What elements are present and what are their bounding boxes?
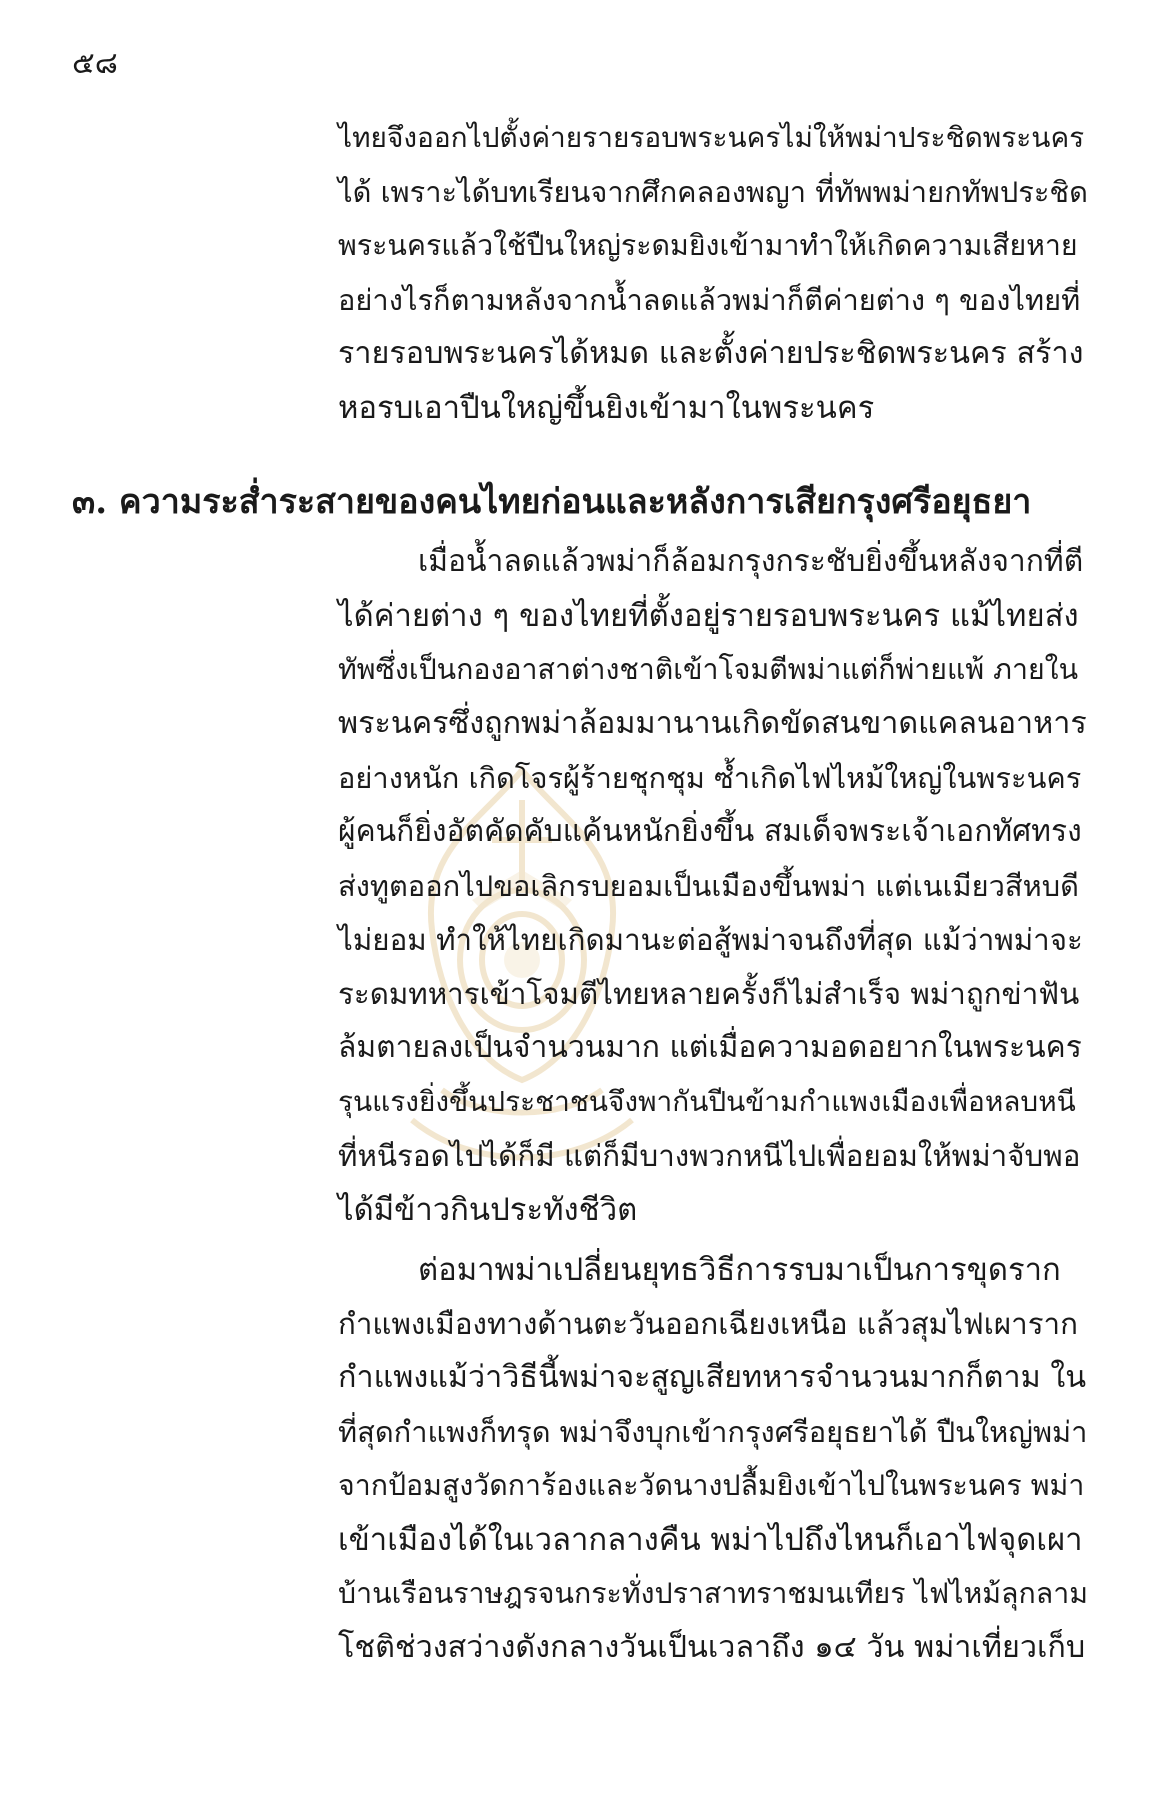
- text-line: ที่หนีรอดไปได้ก็มี แต่ก็มีบางพวกหนีไปเพื่อยอมให้พม่าจับพอ: [338, 1139, 1081, 1173]
- text-line: ทัพซึ่งเป็นกองอาสาต่างชาติเข้าโจมตีพม่าแต่ก็พ่ายแพ้ ภายใน: [338, 653, 1079, 686]
- text-line: ต่อมาพม่าเปลี่ยนยุทธวิธีการรบมาเป็นการขุดราก: [418, 1252, 1061, 1288]
- text-line: เข้าเมืองได้ในเวลากลางคืน พม่าไปถึงไหนก็เอาไฟจุดเผา: [338, 1522, 1083, 1558]
- text-line: กำแพงแม้ว่าวิธีนี้พม่าจะสูญเสียทหารจำนวนมากก็ตาม ใน: [338, 1360, 1087, 1395]
- text-line: กำแพงเมืองทางด้านตะวันออกเฉียงเหนือ แล้วสุมไฟเผาราก: [338, 1307, 1078, 1341]
- text-line: ที่สุดกำแพงก็ทรุด พม่าจึงบุกเข้ากรุงศรีอยุธยาได้ ปืนใหญ่พม่า: [338, 1415, 1088, 1449]
- text-line: ได้มีข้าวกินประทังชีวิต: [338, 1192, 638, 1228]
- text-line: ผู้คนก็ยิ่งอัตคัดคับแค้นหนักยิ่งขึ้น สมเด็จพระเจ้าเอกทัศทรง: [338, 814, 1082, 849]
- text-line: เมื่อน้ำลดแล้วพม่าก็ล้อมกรุงกระชับยิ่งขึ้นหลังจากที่ตี: [418, 544, 1084, 579]
- text-line: บ้านเรือนราษฎรจนกระทั่งปราสาทราชมนเทียร ไฟไหม้ลุกลาม: [338, 1577, 1089, 1610]
- section-heading: ๓. ความระส่ำระสายของคนไทยก่อนและหลังการเสียกรุงศรีอยุธยา: [72, 482, 1032, 522]
- text-line: พระนครซึ่งถูกพม่าล้อมมานานเกิดขัดสนขาดแคลนอาหาร: [338, 706, 1087, 741]
- text-line: ส่งทูตออกไปขอเลิกรบยอมเป็นเมืองขึ้นพม่า แต่เนเมียวสีหบดี: [338, 869, 1079, 903]
- text-line: ไม่ยอม ทำให้ไทยเกิดมานะต่อสู้พม่าจนถึงที่สุด แม้ว่าพม่าจะ: [338, 923, 1083, 957]
- text-line: หอรบเอาปืนใหญ่ขึ้นยิงเข้ามาในพระนคร: [338, 390, 875, 426]
- text-line: ล้มตายลงเป็นจำนวนมาก แต่เมื่อความอดอยากในพระนคร: [338, 1030, 1082, 1065]
- text-line: จากป้อมสูงวัดการ้องและวัดนางปลื้มยิงเข้าไปในพระนคร พม่า: [338, 1469, 1085, 1502]
- text-line: ไทยจึงออกไปตั้งค่ายรายรอบพระนครไม่ให้พม่าประชิดพระนคร: [338, 121, 1085, 154]
- text-line: ได้ค่ายต่าง ๆ ของไทยที่ตั้งอยู่รายรอบพระนคร แม้ไทยส่ง: [338, 598, 1079, 634]
- text-line: รุนแรงยิ่งขึ้นประชาชนจึงพากันปีนข้ามกำแพงเมืองเพื่อหลบหนี: [338, 1085, 1076, 1118]
- text-line: อย่างไรก็ตามหลังจากน้ำลดแล้วพม่าก็ตีค่ายต่าง ๆ ของไทยที่: [338, 283, 1081, 317]
- text-line: อย่างหนัก เกิดโจรผู้ร้ายชุกชุม ซ้ำเกิดไฟไหม้ใหญ่ในพระนคร: [338, 761, 1082, 795]
- text-line: ได้ เพราะได้บทเรียนจากศึกคลองพญา ที่ทัพพม่ายกทัพประชิด: [338, 175, 1088, 209]
- text-line: โชติช่วงสว่างดังกลางวันเป็นเวลาถึง ๑๔ วัน พม่าเที่ยวเก็บ: [338, 1630, 1086, 1665]
- text-line: ระดมทหารเข้าโจมตีไทยหลายครั้งก็ไม่สำเร็จ พม่าถูกข่าฟัน: [338, 977, 1080, 1011]
- page-number: ๕๘: [72, 46, 118, 81]
- text-line: รายรอบพระนครได้หมด และตั้งค่ายประชิดพระนคร สร้าง: [338, 336, 1084, 371]
- text-line: พระนครแล้วใช้ปืนใหญ่ระดมยิงเข้ามาทำให้เกิดความเสียหาย: [338, 229, 1078, 262]
